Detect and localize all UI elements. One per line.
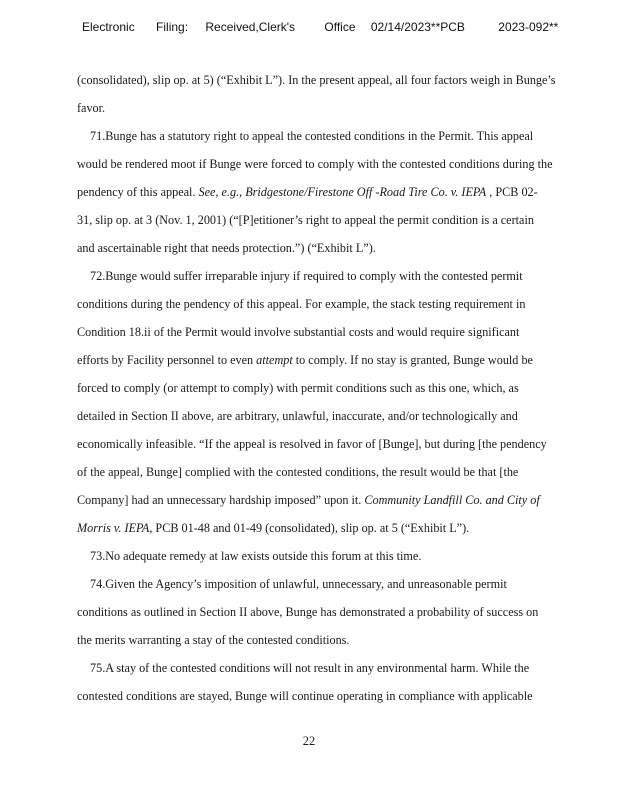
header-filing: Filing: — [156, 20, 189, 34]
line-text: detailed in Section II above, are arbitrary, unlawful, inaccurate, and/or technologically and — [77, 409, 518, 423]
text-line — [77, 318, 597, 346]
text-line — [77, 206, 597, 234]
line-text: 73.No adequate remedy at law exists outside this forum at this time. — [90, 549, 422, 563]
line-citation: Morris v. IEPA — [77, 521, 150, 535]
text-line — [77, 654, 597, 682]
text-line — [77, 150, 597, 178]
line-text: conditions as outlined in Section II above, Bunge has demonstrated a probability of success on — [77, 605, 539, 619]
text-line — [77, 262, 597, 290]
text-line — [77, 94, 597, 122]
line-text: and ascertainable right that needs protection.”) (“Exhibit L”). — [77, 241, 376, 255]
header-office: Office — [324, 20, 356, 34]
line-text: Company] had an unnecessary hardship imposed” upon it. — [77, 493, 365, 507]
line-text: efforts by Facility personnel to even — [77, 353, 257, 367]
header-date: 02/14/2023**PCB — [370, 20, 465, 34]
line-text: of the appeal, Bunge] complied with the contested conditions, the result would be that [the — [77, 465, 519, 479]
line-text: would be rendered moot if Bunge were forced to comply with the contested conditions during the — [77, 157, 553, 171]
text-line — [77, 458, 597, 486]
line-text: pendency of this appeal. — [77, 185, 199, 199]
text-line — [77, 178, 597, 206]
line-text: Condition 18.ii of the Permit would involve substantial costs and would require significant — [77, 325, 520, 339]
page-number: 22 — [302, 734, 316, 748]
text-line — [77, 598, 597, 626]
text-line — [77, 570, 597, 598]
line-text-after: , PCB 02- — [486, 185, 538, 199]
header-case: 2023-092** — [498, 20, 559, 34]
text-line — [77, 66, 597, 94]
line-citation: attempt — [256, 353, 293, 367]
line-text-after: , PCB 01-48 and 01-49 (consolidated), slip op. at 5 (“Exhibit L”). — [149, 521, 470, 535]
line-text: favor. — [77, 101, 106, 115]
line-text: conditions during the pendency of this appeal. For example, the stack testing requirement in — [77, 297, 526, 311]
line-text: (consolidated), slip op. at 5) (“Exhibit L”). In the present appeal, all four factors weigh in Bunge’s — [77, 73, 556, 87]
line-text: 75.A stay of the contested conditions will not result in any environmental harm. While the — [90, 661, 530, 675]
line-text: 74.Given the Agency’s imposition of unlawful, unnecessary, and unreasonable permit — [90, 577, 507, 591]
text-line — [77, 346, 597, 374]
line-text-after: to comply. If no stay is granted, Bunge would be — [292, 353, 533, 367]
text-line — [77, 682, 597, 710]
line-text: forced to comply (or attempt to comply) with permit conditions such as this one, which, as — [77, 381, 519, 395]
text-line — [77, 542, 597, 570]
text-line — [77, 402, 597, 430]
line-text: the merits warranting a stay of the contested conditions. — [77, 633, 350, 647]
line-citation: See, e.g., Bridgestone/Firestone Off -Road Tire Co. v. IEPA — [198, 185, 487, 199]
line-citation: Community Landfill Co. and City of — [364, 493, 540, 507]
text-line — [77, 374, 597, 402]
text-line — [77, 486, 597, 514]
line-text: contested conditions are stayed, Bunge will continue operating in compliance with applicable — [77, 689, 533, 703]
line-text: 31, slip op. at 3 (Nov. 1, 2001) (“[P]etitioner’s right to appeal the permit condition is a certain — [77, 213, 534, 227]
header-electronic: Electronic — [82, 20, 135, 34]
text-line — [77, 234, 597, 262]
text-line — [77, 122, 597, 150]
text-line — [77, 430, 597, 458]
text-line — [77, 290, 597, 318]
document-body — [77, 66, 597, 710]
line-text: 71.Bunge has a statutory right to appeal the contested conditions in the Permit. This appeal — [90, 129, 534, 143]
text-line — [77, 626, 597, 654]
header-received: Received,Clerk's — [205, 20, 296, 34]
filing-header — [82, 20, 558, 34]
line-text: 72.Bunge would suffer irreparable injury if required to comply with the contested permit — [90, 269, 523, 283]
text-line — [77, 514, 597, 542]
line-text: economically infeasible. “If the appeal is resolved in favor of [Bunge], but during [the pendency — [77, 437, 547, 451]
